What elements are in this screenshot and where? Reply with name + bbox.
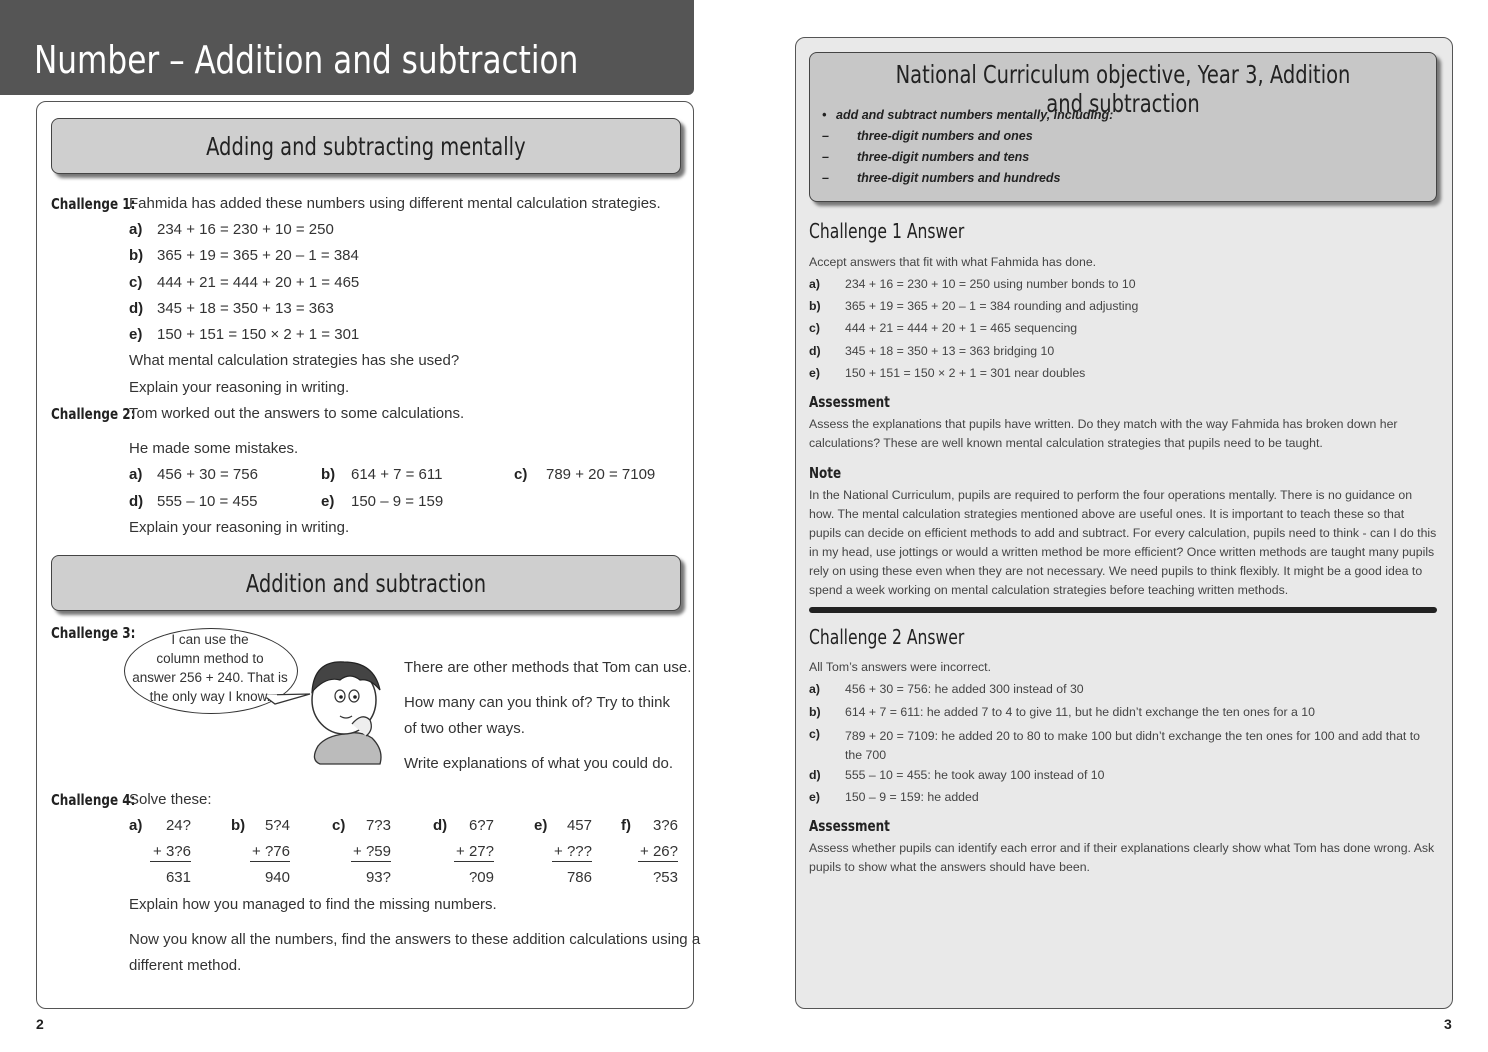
challenge-1-label: Challenge 1: (51, 195, 136, 213)
item-letter: b) (129, 247, 144, 264)
sum-letter: a) (129, 817, 143, 834)
item-letter: d) (129, 300, 144, 317)
answer-1-title: Challenge 1 Answer (809, 219, 965, 243)
objective-item: three-digit numbers and ones (857, 129, 1033, 143)
sum-result: ?53 (652, 869, 678, 886)
sum-letter: c) (332, 817, 346, 834)
item-letter: c) (514, 466, 528, 483)
item-text: 234 + 16 = 230 + 10 = 250 (157, 221, 334, 238)
challenge-2-mistakes: He made some mistakes. (129, 440, 299, 457)
answer-text: 614 + 7 = 611: he added 7 to 4 to give 11, but he didn’t exchange the ten ones for a 10 (845, 705, 1315, 719)
challenge-2-intro: Tom worked out the answers to some calculations. (129, 405, 465, 422)
page-title: Number – Addition and subtraction (34, 38, 579, 82)
sum-result: 631 (165, 869, 191, 886)
sum-result: 93? (365, 869, 391, 886)
speech-bubble-text: I can use the column method to answer 256 + 240. That is the only way I know. (132, 632, 288, 704)
item-letter: a) (129, 221, 143, 238)
challenge-1-intro: Fahmida has added these numbers using different mental calculation strategies. (129, 195, 661, 212)
challenge-4-now-b: different method. (129, 957, 242, 974)
curriculum-objective-title: National Curriculum objective, Year 3, Addition and subtraction (895, 60, 1351, 118)
objective-dash: – (822, 150, 829, 164)
answer-letter: d) (809, 344, 821, 358)
answer-letter: b) (809, 299, 821, 313)
challenge-4-label: Challenge 4: (51, 791, 136, 809)
page-number-left: 2 (36, 1016, 44, 1032)
challenge-4-intro: Solve these: (129, 791, 212, 808)
item-letter: c) (129, 274, 143, 291)
answer-1-intro: Accept answers that fit with what Fahmida has done. (809, 255, 1097, 269)
answer-letter: c) (809, 727, 820, 741)
challenge-3-label: Challenge 3: (51, 624, 136, 642)
answer-text: 150 + 151 = 150 × 2 + 1 = 301 near doubles (845, 366, 1086, 380)
sum-letter: b) (231, 817, 246, 834)
objective-item: three-digit numbers and hundreds (857, 171, 1061, 185)
sum-addend: + ??? (552, 843, 592, 862)
item-letter: e) (129, 326, 143, 343)
sum-letter: f) (621, 817, 631, 834)
answer-text: 365 + 19 = 365 + 20 – 1 = 384 rounding and adjusting (845, 299, 1139, 313)
answer-letter: e) (809, 366, 820, 380)
sum-addend: + 3?6 (150, 843, 191, 862)
sum-top: 457 (566, 817, 592, 834)
sum-addend: + ?59 (351, 843, 391, 862)
sum-result: ?09 (468, 869, 494, 886)
section-heading-mental: Adding and subtracting mentally (51, 118, 681, 174)
answer-text: 150 – 9 = 159: he added (845, 790, 979, 804)
challenge-2-explain: Explain your reasoning in writing. (129, 519, 350, 536)
objective-item: add and subtract numbers mentally, including: (836, 108, 1114, 122)
answer-text: 789 + 20 = 7109: he added 20 to 80 to make 100 but didn’t exchange the ten ones for 100 and add that to the 700 (845, 729, 1420, 762)
item-letter: b) (321, 466, 336, 483)
sum-top: 5?4 (264, 817, 290, 834)
sum-top: 3?6 (652, 817, 678, 834)
section-divider (809, 607, 1437, 613)
note-title: Note (809, 464, 842, 482)
assessment-2-text: Assess whether pupils can identify each error and if their explanations clearly show what Tom has done wrong. Ask pupils to show what the answers should have been. (809, 841, 1435, 874)
thinking-boy-illustration (300, 650, 390, 766)
challenge-1-explain: Explain your reasoning in writing. (129, 379, 350, 396)
answer-text: 444 + 21 = 444 + 20 + 1 = 465 sequencing (845, 321, 1078, 335)
note-text: In the National Curriculum, pupils are required to perform the four operations mentally. There is no guidance on how. The mental calculation strategies mentioned above are useful ones. It is important to teach these so that pupils can decide on efficient methods to add and subtract. For every calculation, pupils need to think - can I do this in my head, use jottings or would a written method be more efficient? Once written methods are taught many pupils rely on using these even when they are not necessary. We need pupils to think flexibly. It might be a good idea to spend a week working on mental calculation strategies before teaching written methods. (809, 488, 1437, 597)
item-text: 150 + 151 = 150 × 2 + 1 = 301 (157, 326, 360, 343)
objective-bullet: • (822, 108, 827, 122)
answer-letter: d) (809, 768, 821, 782)
sum-addend: + ?76 (250, 843, 290, 862)
assessment-2-title: Assessment (809, 817, 890, 835)
answer-2-title: Challenge 2 Answer (809, 625, 965, 649)
answer-letter: a) (809, 277, 820, 291)
challenge-4-now-a: Now you know all the numbers, find the answers to these addition calculations using a (129, 931, 701, 948)
answer-text: 456 + 30 = 756: he added 300 instead of 30 (845, 682, 1084, 696)
challenge-1-question: What mental calculation strategies has she used? (129, 352, 460, 369)
challenge-3-p2a: How many can you think of? Try to think (404, 694, 670, 711)
assessment-1-text: Assess the explanations that pupils have written. Do they match with the way Fahmida has broken down her calculations? These are well known mental calculation strategies that pupils need to be taught. (809, 417, 1398, 450)
page-number-right: 3 (1444, 1016, 1452, 1032)
item-text: 444 + 21 = 444 + 20 + 1 = 465 (157, 274, 360, 291)
sum-addend: + 26? (638, 843, 678, 862)
item-text: 555 – 10 = 455 (157, 493, 258, 510)
item-text: 345 + 18 = 350 + 13 = 363 (157, 300, 334, 317)
answer-text: 345 + 18 = 350 + 13 = 363 bridging 10 (845, 344, 1055, 358)
answer-letter: a) (809, 682, 820, 696)
sum-top: 6?7 (468, 817, 494, 834)
objective-dash: – (822, 171, 829, 185)
challenge-2-label: Challenge 2: (51, 405, 136, 423)
sum-top: 7?3 (365, 817, 391, 834)
item-text: 456 + 30 = 756 (157, 466, 258, 483)
challenge-3-p2b: of two other ways. (404, 720, 525, 737)
section-heading-addsub: Addition and subtraction (51, 555, 681, 611)
objective-item: three-digit numbers and tens (857, 150, 1030, 164)
item-text: 365 + 19 = 365 + 20 – 1 = 384 (157, 247, 359, 264)
answer-2-intro: All Tom’s answers were incorrect. (809, 660, 992, 674)
item-letter: a) (129, 466, 143, 483)
answer-text: 555 – 10 = 455: he took away 100 instead of 10 (845, 768, 1105, 782)
assessment-1-title: Assessment (809, 393, 890, 411)
answer-letter: c) (809, 321, 820, 335)
item-text: 150 – 9 = 159 (351, 493, 444, 510)
objective-dash: – (822, 129, 829, 143)
answer-letter: e) (809, 790, 820, 804)
challenge-3-p1: There are other methods that Tom can use. (404, 659, 692, 676)
answer-letter: b) (809, 705, 821, 719)
item-text: 614 + 7 = 611 (351, 466, 443, 483)
sum-top: 24? (165, 817, 191, 834)
item-letter: e) (321, 493, 335, 510)
challenge-4-explain: Explain how you managed to find the missing numbers. (129, 896, 497, 913)
sum-result: 786 (566, 869, 592, 886)
item-text: 789 + 20 = 7109 (546, 466, 656, 483)
sum-letter: d) (433, 817, 448, 834)
sum-result: 940 (264, 869, 290, 886)
item-letter: d) (129, 493, 144, 510)
sum-letter: e) (534, 817, 548, 834)
challenge-3-p3: Write explanations of what you could do. (404, 755, 674, 772)
answer-text: 234 + 16 = 230 + 10 = 250 using number bonds to 10 (845, 277, 1136, 291)
sum-addend: + 27? (454, 843, 494, 862)
